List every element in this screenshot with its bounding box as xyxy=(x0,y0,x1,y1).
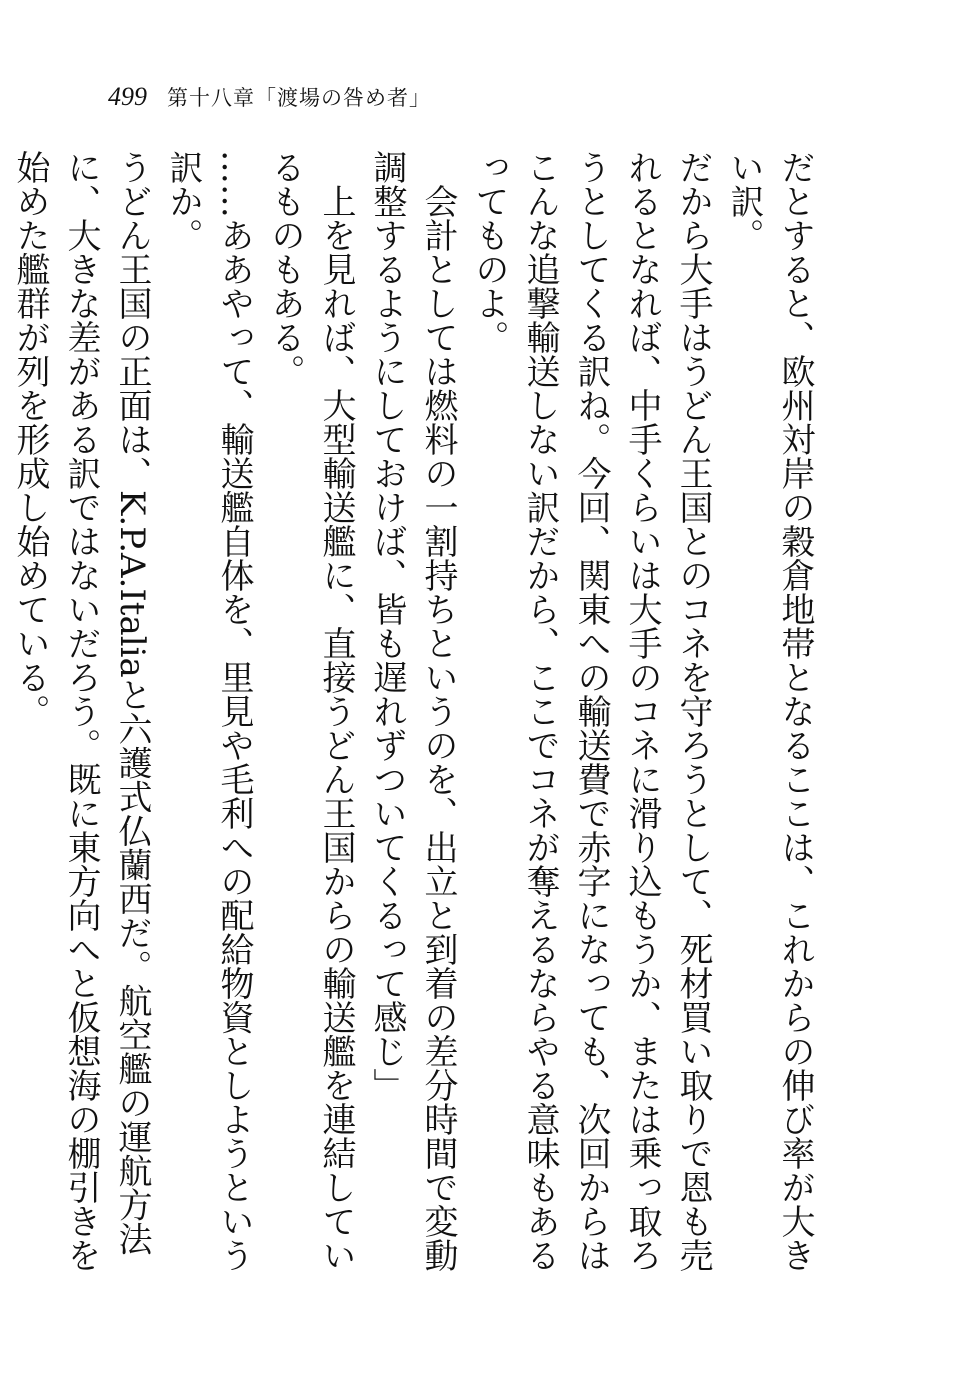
paragraph: だとすると、欧州対岸の穀倉地帯となるここは、これからの伸び率が大きい訳。 xyxy=(724,150,815,1272)
paragraph: 上を見れば、大型輸送艦に、直接うどん王国からの輸送艦を連結しているものもある。 xyxy=(265,150,356,1272)
chapter-title: 第十八章「渡場の咎め者」 xyxy=(167,86,431,110)
paragraph: ……ああやって、輸送艦自体を、里見や毛利への配給物資としようという訳か。 xyxy=(163,150,254,1272)
paragraph: 会計としては燃料の一割持ちというのを、出立と到着の差分時間で変動調整するようにしておけば、皆も遅れずついてくるって感じ」 xyxy=(367,150,458,1272)
paragraph: うどん王国の正面は、K.P.A.Italiaと六護式仏蘭西だ。航空艦の運航方法に、大きな差がある訳ではないだろう。既に東方向へと仮想海の棚引きを始めた艦群が列を形成し始めている。 xyxy=(10,150,152,1272)
paragraph: だから大手はうどん王国とのコネを守ろうとして、死材買い取りで恩も売れるとなれば、中手くらいは大手のコネに滑り込もうか、または乗っ取ろうとしてくる訳ね。今回、関東への輸送費で赤字になっても、次回からはこんな追撃輸送しない訳だから、ここでコネが奪えるならやる意味もあるってものよ。 xyxy=(469,150,713,1272)
page-number: 499 xyxy=(108,82,147,111)
page-header xyxy=(108,82,431,122)
body-text xyxy=(10,150,820,1290)
